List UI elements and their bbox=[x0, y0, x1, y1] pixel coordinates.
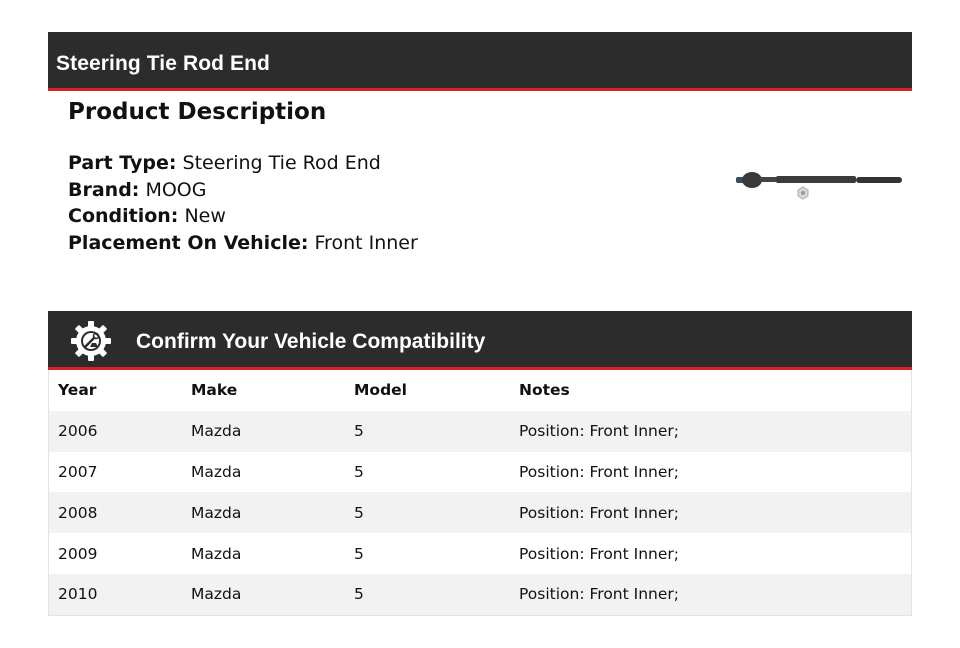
attr-brand bbox=[68, 177, 418, 204]
table-row bbox=[49, 452, 911, 493]
cell-model: 5 bbox=[354, 544, 364, 563]
col-header-model: Model bbox=[354, 381, 407, 400]
attr-value: Steering Tie Rod End bbox=[182, 152, 381, 174]
cell-model: 5 bbox=[354, 462, 364, 481]
cell-model: 5 bbox=[354, 503, 364, 522]
attr-label: Condition: bbox=[68, 205, 179, 227]
table-header-row bbox=[49, 370, 911, 411]
attr-label: Part Type: bbox=[68, 152, 177, 174]
product-description bbox=[68, 96, 418, 256]
attr-label: Placement On Vehicle: bbox=[68, 231, 309, 254]
cell-notes: Position: Front Inner; bbox=[519, 585, 679, 604]
cell-notes: Position: Front Inner; bbox=[519, 503, 679, 522]
cell-year: 2008 bbox=[58, 503, 98, 522]
tie-rod-icon bbox=[730, 165, 906, 205]
compatibility-table bbox=[48, 370, 912, 616]
table-row bbox=[49, 411, 911, 452]
cell-year: 2009 bbox=[58, 544, 98, 563]
attr-part-type bbox=[68, 150, 418, 177]
cell-model: 5 bbox=[354, 422, 364, 441]
col-header-make: Make bbox=[191, 381, 238, 400]
product-title: Steering Tie Rod End bbox=[56, 52, 270, 75]
cell-notes: Position: Front Inner; bbox=[519, 422, 679, 441]
cell-year: 2006 bbox=[58, 422, 98, 441]
compatibility-title: Confirm Your Vehicle Compatibility bbox=[136, 330, 486, 353]
cell-year: 2010 bbox=[58, 585, 98, 604]
cell-make: Mazda bbox=[191, 585, 242, 604]
attr-condition bbox=[68, 203, 418, 230]
product-image bbox=[730, 165, 906, 205]
table-row bbox=[49, 533, 911, 574]
cell-year: 2007 bbox=[58, 462, 98, 481]
col-header-notes: Notes bbox=[519, 381, 570, 400]
attr-label: Brand: bbox=[68, 178, 140, 201]
cell-notes: Position: Front Inner; bbox=[519, 544, 679, 563]
col-header-year: Year bbox=[58, 381, 97, 400]
attr-value: MOOG bbox=[145, 178, 207, 201]
gear-wrench-icon bbox=[70, 320, 112, 362]
cell-make: Mazda bbox=[191, 422, 242, 441]
compatibility-banner bbox=[48, 311, 912, 370]
cell-make: Mazda bbox=[191, 503, 242, 522]
cell-make: Mazda bbox=[191, 462, 242, 481]
description-heading: Product Description bbox=[68, 99, 327, 125]
product-title-banner bbox=[48, 32, 912, 91]
attr-value: Front Inner bbox=[314, 231, 418, 254]
table-row bbox=[49, 492, 911, 533]
cell-notes: Position: Front Inner; bbox=[519, 462, 679, 481]
attr-placement bbox=[68, 230, 418, 257]
attribute-list bbox=[68, 150, 418, 256]
cell-make: Mazda bbox=[191, 544, 242, 563]
attr-value: New bbox=[184, 205, 226, 227]
table-row bbox=[49, 574, 911, 615]
cell-model: 5 bbox=[354, 585, 364, 604]
